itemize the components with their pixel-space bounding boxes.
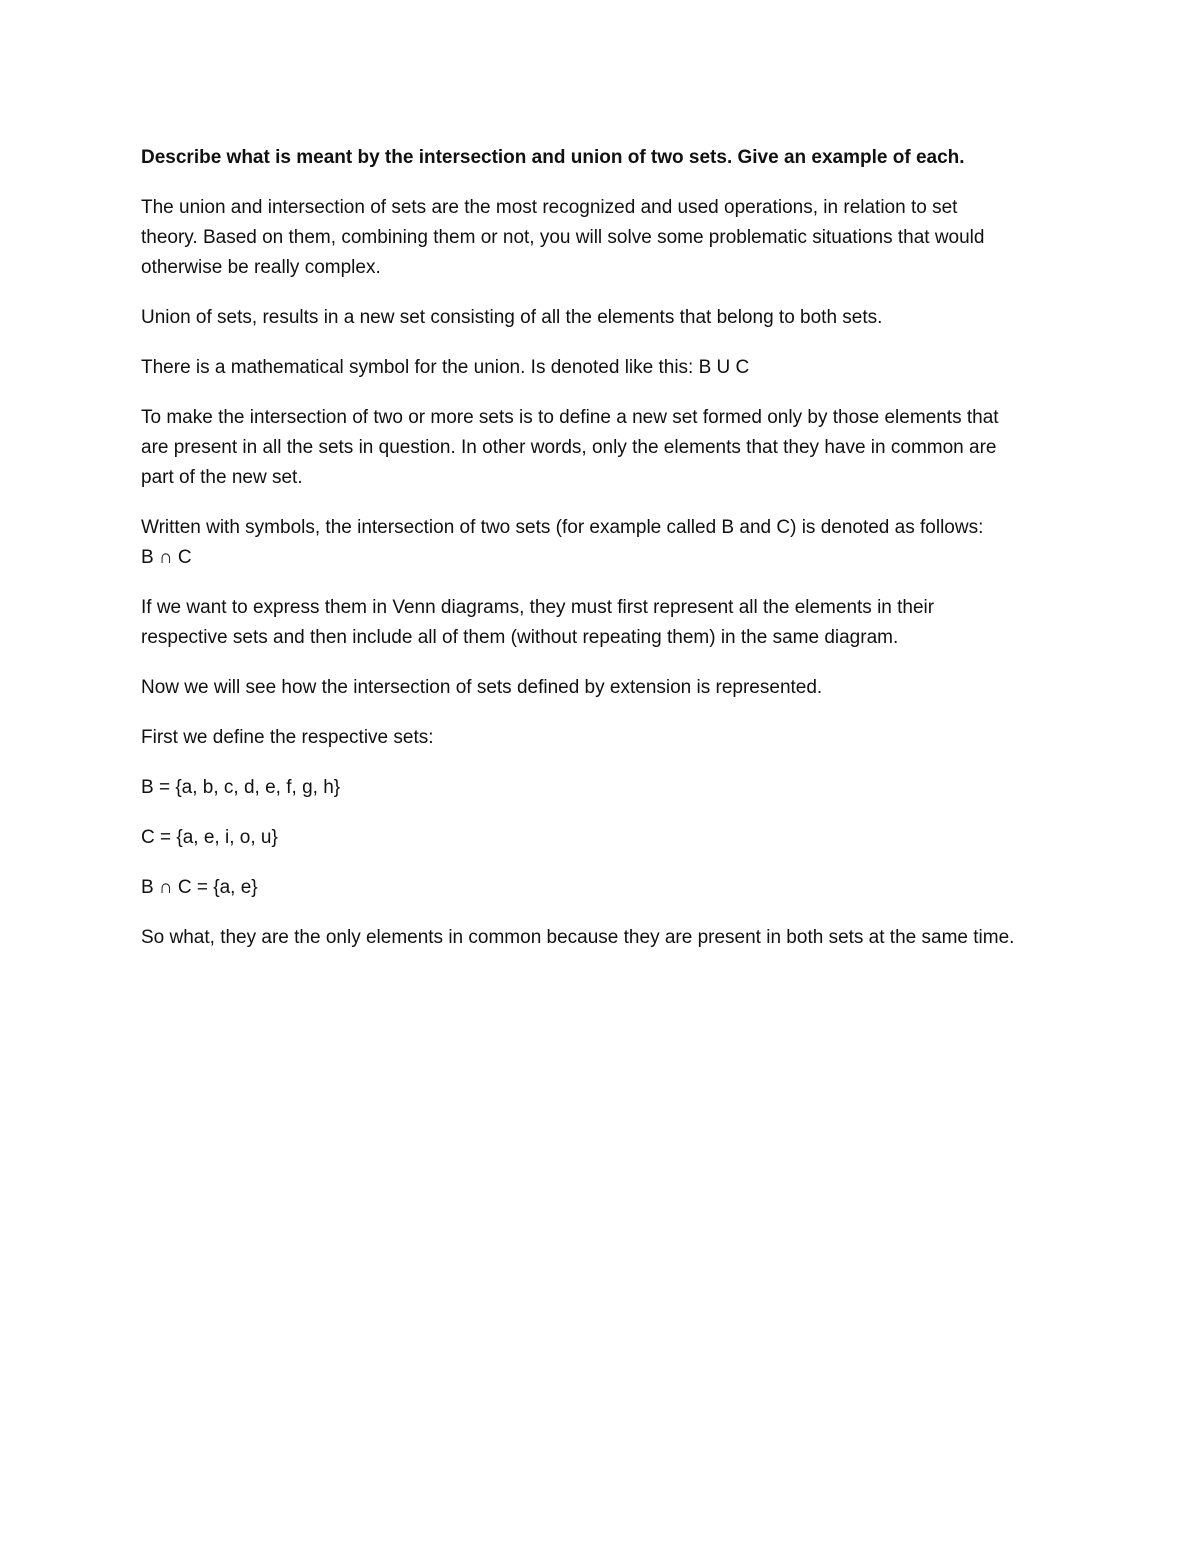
text-line: Written with symbols, the intersection of two sets (for example called B and C) is denoted as follows: — [141, 517, 984, 538]
paragraph-intersection-symbol — [141, 513, 1071, 573]
text-line: First we define the respective sets: — [141, 727, 434, 748]
text-line: otherwise be really complex. — [141, 257, 381, 278]
text-line: C = {a, e, i, o, u} — [141, 827, 278, 848]
intersection-result — [141, 873, 1071, 903]
paragraph-venn-diagrams — [141, 593, 1071, 653]
text-line: theory. Based on them, combining them or not, you will solve some problematic situations that would — [141, 227, 985, 248]
paragraph-extension — [141, 673, 1071, 703]
set-b-definition — [141, 773, 1071, 803]
paragraph-define-sets — [141, 723, 1071, 753]
text-line: There is a mathematical symbol for the union. Is denoted like this: B U C — [141, 357, 750, 378]
text-line: part of the new set. — [141, 467, 303, 488]
text-line: To make the intersection of two or more sets is to define a new set formed only by those elements that — [141, 407, 999, 428]
text-line: B = {a, b, c, d, e, f, g, h} — [141, 777, 341, 798]
paragraph-union-definition — [141, 303, 1071, 333]
text-line: If we want to express them in Venn diagrams, they must first represent all the elements in their — [141, 597, 935, 618]
text-line: Now we will see how the intersection of sets defined by extension is represented. — [141, 677, 823, 698]
set-c-definition — [141, 823, 1071, 853]
text-line: B ∩ C = {a, e} — [141, 877, 258, 898]
document-body — [141, 143, 1071, 973]
text-line: respective sets and then include all of them (without repeating them) in the same diagram. — [141, 627, 899, 648]
paragraph-intersection-definition — [141, 403, 1071, 493]
text-line: The union and intersection of sets are the most recognized and used operations, in relation to set — [141, 197, 958, 218]
text-line: So what, they are the only elements in common because they are present in both sets at the same time. — [141, 927, 1015, 948]
paragraph-conclusion — [141, 923, 1071, 953]
question-title: Describe what is meant by the intersection and union of two sets. Give an example of each. — [141, 147, 965, 168]
text-line: are present in all the sets in question. In other words, only the elements that they have in common are — [141, 437, 997, 458]
text-line: B ∩ C — [141, 547, 192, 568]
paragraph-union-symbol — [141, 353, 1071, 383]
paragraph-intro — [141, 193, 1071, 283]
text-line: Union of sets, results in a new set consisting of all the elements that belong to both sets. — [141, 307, 883, 328]
